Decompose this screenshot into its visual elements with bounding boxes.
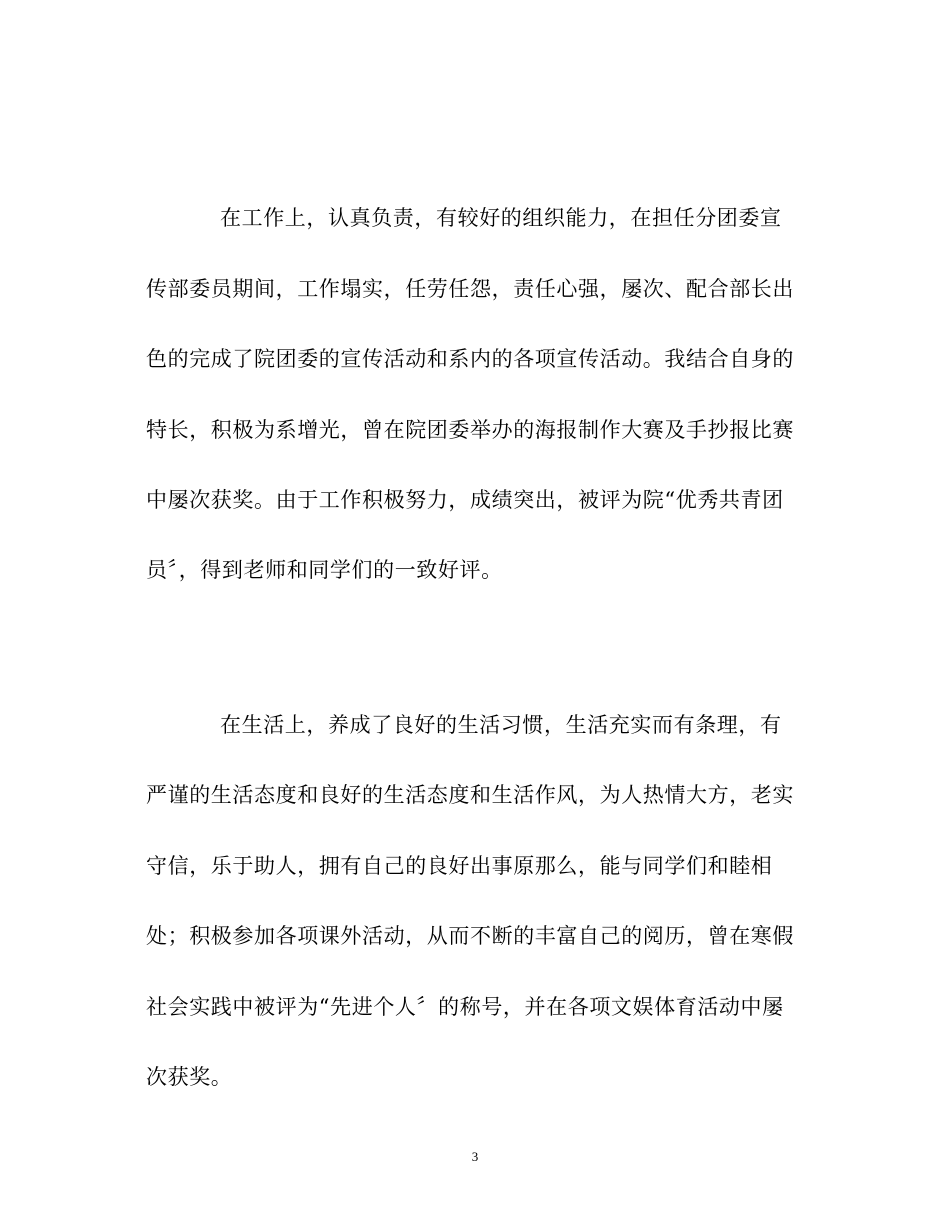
paragraph-line: 在工作上，认真负责，有较好的组织能力，在担任分团委宣 xyxy=(220,206,782,230)
paragraph-line: 处；积极参加各项课外活动，从而不断的丰富自己的阅历，曾在寒假 xyxy=(146,924,794,948)
paragraph-line: 守信，乐于助人，拥有自己的良好出事原那么，能与同学们和睦相 xyxy=(146,854,773,878)
paragraph-line: 色的完成了院团委的宣传活动和系内的各项宣传活动。我结合自身的 xyxy=(146,347,794,371)
paragraph-line: 严谨的生活态度和良好的生活态度和生活作风，为人热情大方，老实 xyxy=(146,783,794,807)
page-number: 3 xyxy=(471,1149,479,1164)
paragraph-line: 中屡次获奖。由于工作积极努力，成绩突出，被评为院“优秀共青团 xyxy=(146,488,784,512)
paragraph-line: 传部委员期间，工作塌实，任劳任怨，责任心强，屡次、配合部长出 xyxy=(146,277,794,301)
paragraph-line: 特长，积极为系增光，曾在院团委举办的海报制作大赛及手抄报比赛 xyxy=(146,418,794,442)
paragraph-line: 次获奖。 xyxy=(146,1065,233,1089)
paragraph-line: 社会实践中被评为“先进个人〞的称号，并在各项文娱体育活动中屡 xyxy=(146,995,784,1019)
paragraph-line: 员〞，得到老师和同学们的一致好评。 xyxy=(146,558,503,582)
paragraph-line: 在生活上，养成了良好的生活习惯，生活充实而有条理，有 xyxy=(220,713,782,737)
